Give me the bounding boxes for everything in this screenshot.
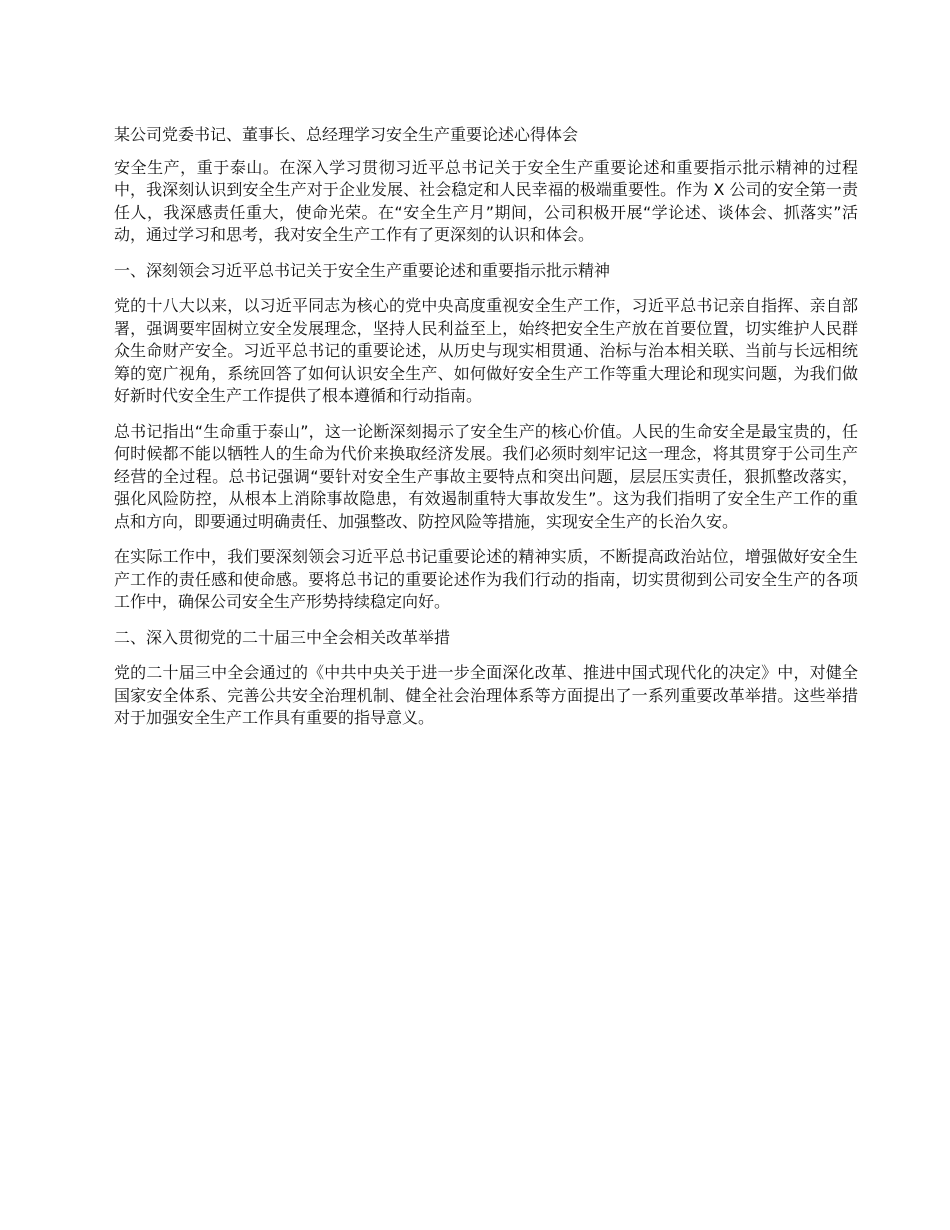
section-heading-2: 二、深入贯彻党的二十届三中全会相关改革举措 (114, 627, 451, 647)
section-heading-1: 一、深刻领会习近平总书记关于安全生产重要论述和重要指示批示精神 (114, 260, 611, 280)
document-title: 某公司党委书记、董事长、总经理学习安全生产重要论述心得体会 (114, 125, 579, 144)
paragraph-intro: 安全生产，重于泰山。在深入学习贯彻习近平总书记关于安全生产重要论述和重要指示批示精神的过程中，我深刻认识到安全生产对于企业发展、社会稳定和人民幸福的极端重要性。作为 X 公司的安全第一责任人，我深感责任重大，使命光荣。在“安全生产月”期间，公司积极开展“学论述、谈体会、抓落实”活动，通过学习和思考，我对安全生产工作有了更深刻的认识和体会。 (114, 157, 858, 244)
paragraph-section1-3: 在实际工作中，我们要深刻领会习近平总书记重要论述的精神实质，不断提高政治站位，增强做好安全生产工作的责任感和使命感。要将总书记的重要论述作为我们行动的指南，切实贯彻到公司安全生产的各项工作中，确保公司安全生产形势持续稳定向好。 (114, 547, 858, 611)
document-page (114, 124, 858, 743)
paragraph-section1-1: 党的十八大以来，以习近平同志为核心的党中央高度重视安全生产工作，习近平总书记亲自指挥、亲自部署，强调要牢固树立安全发展理念，坚持人民利益至上，始终把安全生产放在首要位置，切实维护人民群众生命财产安全。习近平总书记的重要论述，从历史与现实相贯通、治标与治本相关联、当前与长远相统筹的宽广视角，系统回答了如何认识安全生产、如何做好安全生产工作等重大理论和现实问题，为我们做好新时代安全生产工作提供了根本遵循和行动指南。 (114, 296, 858, 405)
paragraph-section2-1: 党的二十届三中全会通过的《中共中央关于进一步全面深化改革、推进中国式现代化的决定》中，对健全国家安全体系、完善公共安全治理机制、健全社会治理体系等方面提出了一系列重要改革举措。这些举措对于加强安全生产工作具有重要的指导意义。 (114, 663, 858, 727)
paragraph-section1-2: 总书记指出“生命重于泰山”，这一论断深刻揭示了安全生产的核心价值。人民的生命安全是最宝贵的，任何时候都不能以牺牲人的生命为代价来换取经济发展。我们必须时刻牢记这一理念，将其贯穿于公司生产经营的全过程。总书记强调“要针对安全生产事故主要特点和突出问题，层层压实责任，狠抓整改落实，强化风险防控，从根本上消除事故隐患，有效遏制重特大事故发生”。这为我们指明了安全生产工作的重点和方向，即要通过明确责任、加强整改、防控风险等措施，实现安全生产的长治久安。 (114, 421, 858, 531)
